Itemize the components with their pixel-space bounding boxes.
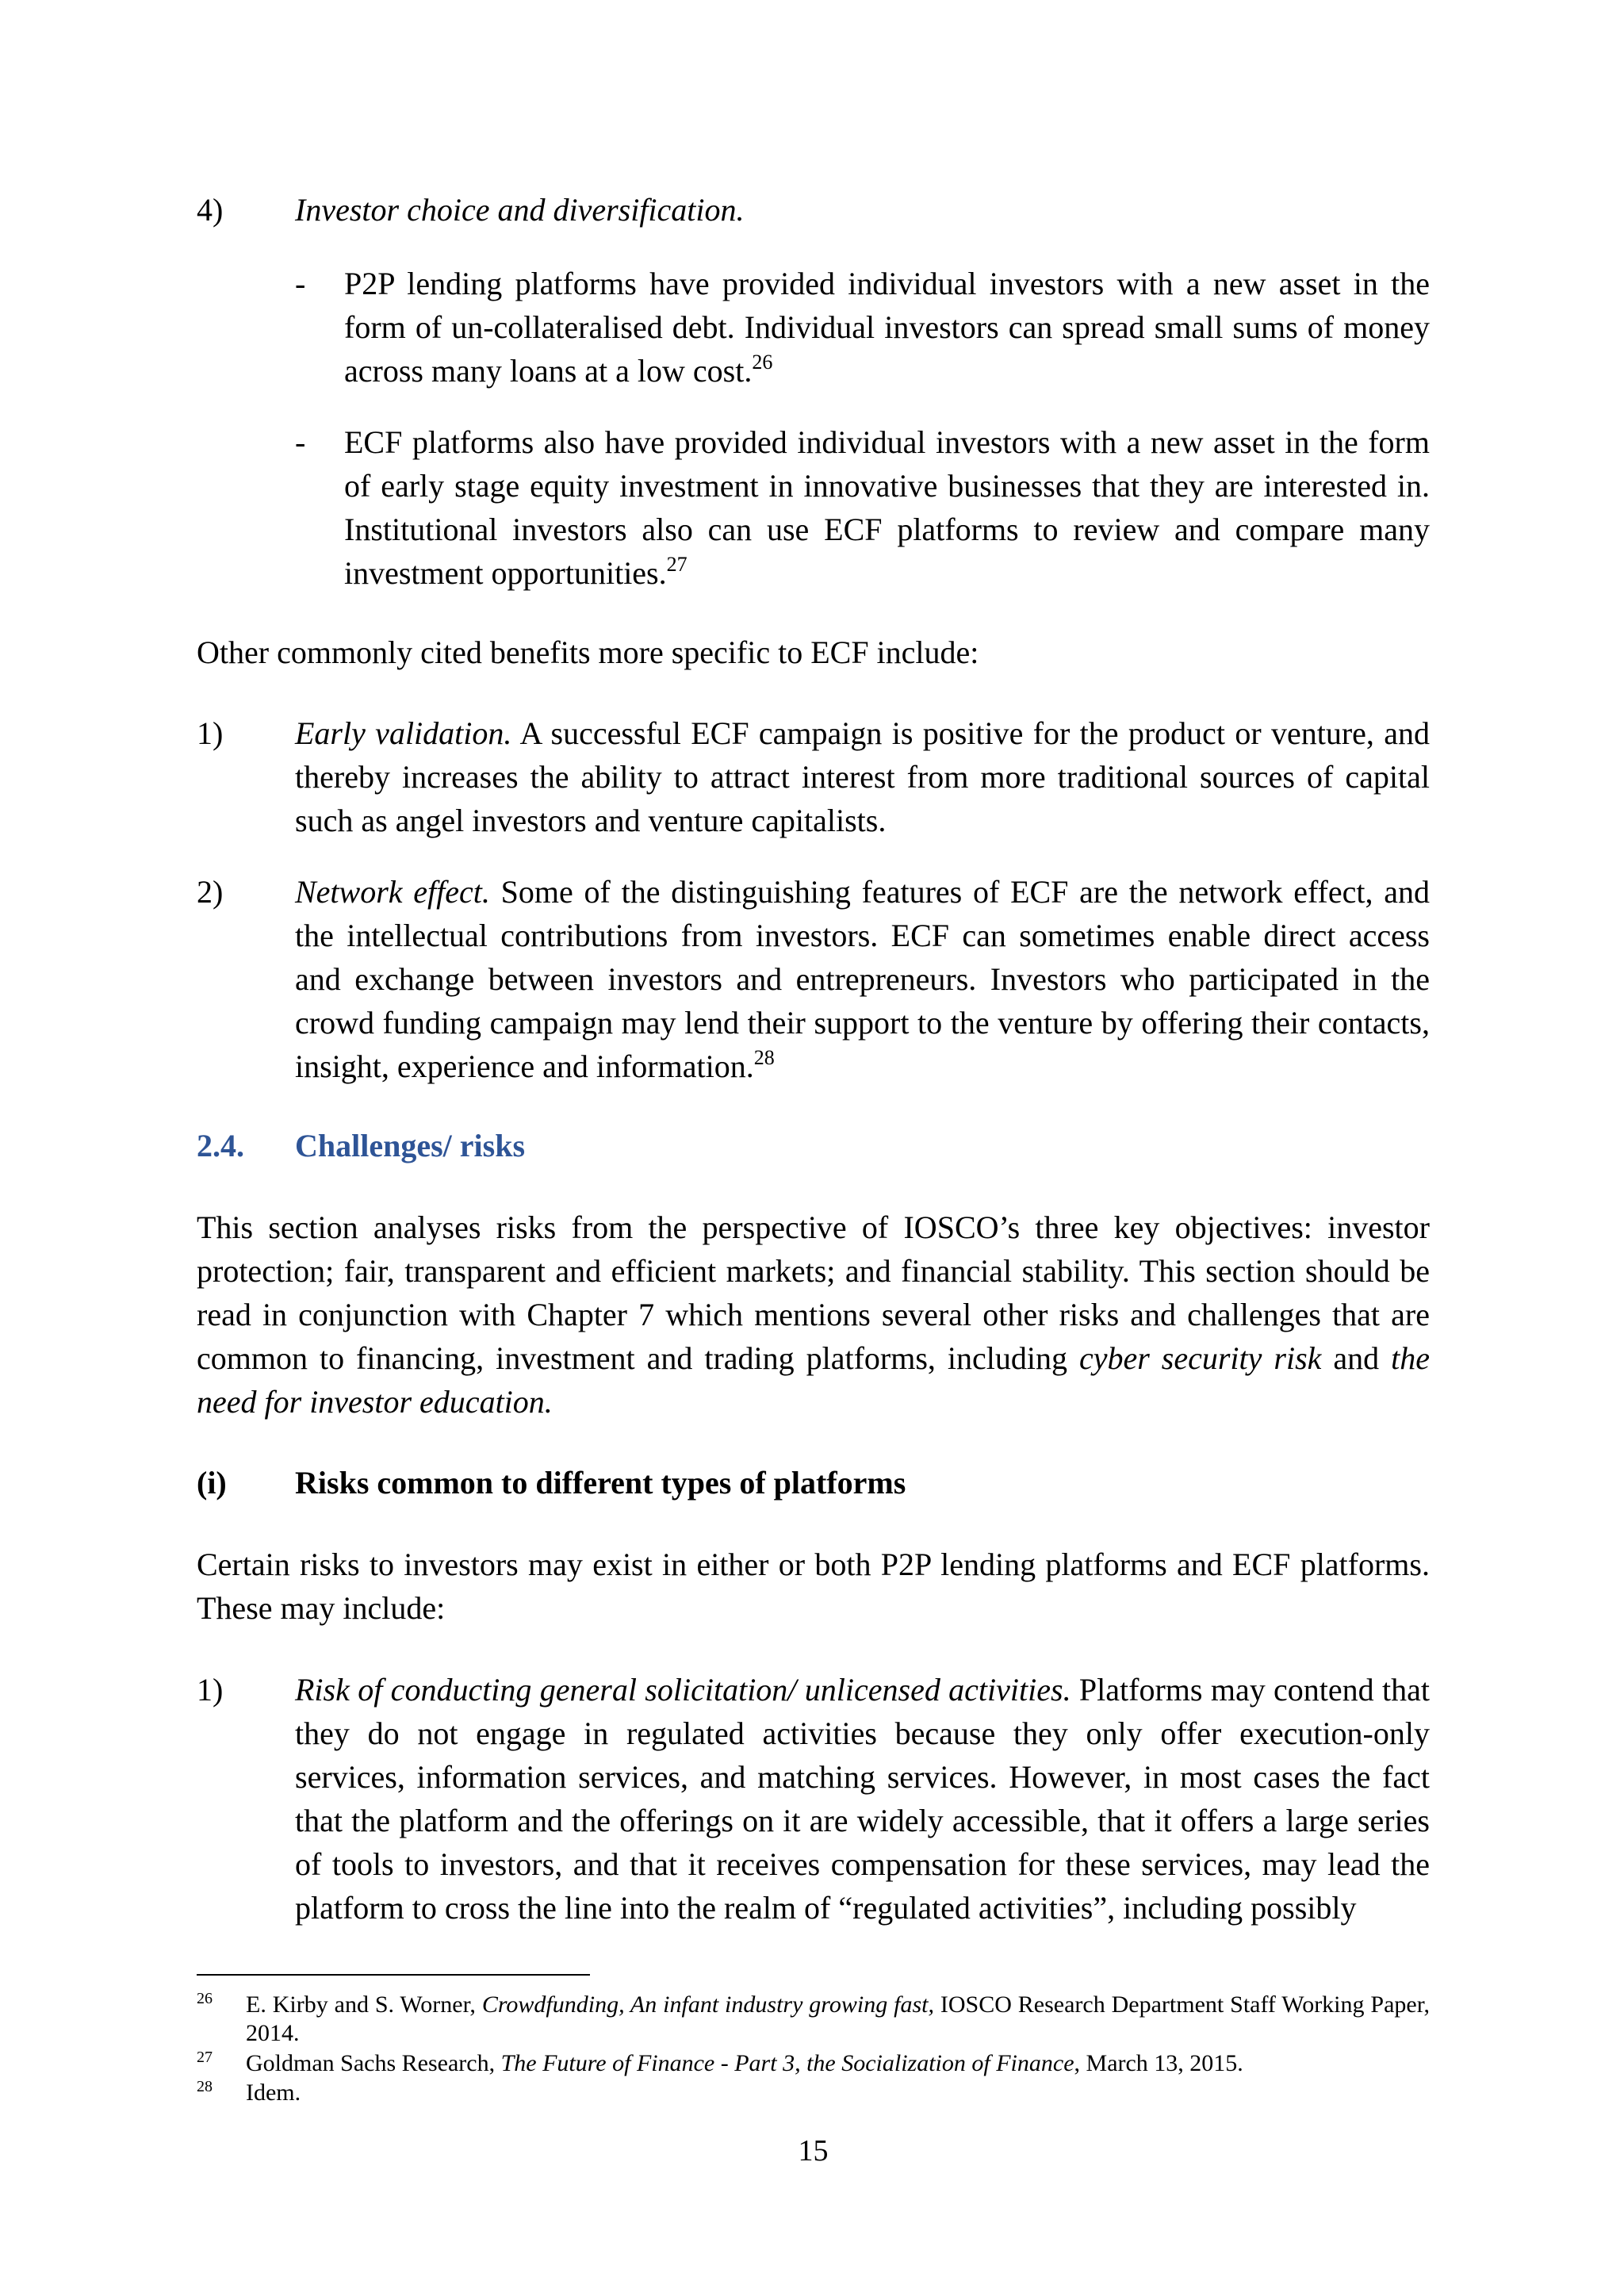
footnote-ref: 26 [752,350,773,374]
bullet-body: P2P lending platforms have provided individual investors with a new asset in the form of un-collateralised debt. Individual investors can spread small sums of money across many loans at a low cost. [344,266,1430,389]
risks-intro: Certain risks to investors may exist in either or both P2P lending platforms and ECF platforms. These may include: [197,1547,1430,1626]
section-paragraph [197,1205,1430,1424]
item-body [295,870,1430,1088]
dash-marker: - [295,266,306,301]
emphasis-cyber: cyber security risk [1078,1340,1322,1376]
footnote-text [246,1991,1430,2048]
section-number: 2.4. [197,1128,244,1163]
footnote-title: The Future of Finance - Part 3, the Socialization of Finance [500,2050,1074,2076]
footnote-post: IOSCO Research Department Staff Working Paper, 2014. [246,1991,1431,2046]
bullet-text [344,262,1430,393]
emphasis-education: the need for investor education. [197,1340,1430,1420]
footnote-separator [197,1974,590,1976]
item-title: Risk of conducting general solicitation/ unlicensed activities. [295,1672,1071,1708]
bullet-body: ECF platforms also have provided individual investors with a new asset in the form of early stage equity investment in innovative businesses that they are interested in. Institutional investors also can use ECF platforms to review and compare many investment opportunities. [344,424,1430,591]
item-text: Some of the distinguishing features of ECF are the network effect, and the intellectual contributions from investors. ECF can sometimes enable direct access and exchange between investors and entrepreneurs. Investors who participated in the crowd funding campaign may lend their support to the venture by offering their contacts, insight, experience and information. [295,874,1430,1084]
paragraph-text: This section analyses risks from the perspective of IOSCO’s three key objectives: investor protection; fair, transparent and efficient markets; and financial stability. This section should be read in conjunction with Chapter 7 which mentions several other risks and challenges that are common to financing, investment and trading platforms, including [197,1209,1430,1376]
footnote-pre: E. Kirby and S. Worner, [246,1991,482,2018]
footnote-text [246,2079,1430,2107]
section-title: Challenges/ risks [295,1128,526,1163]
item-body [295,1668,1430,1930]
item-text: Platforms may contend that they do not engage in regulated activities because they only offer execution-only services, information services, and matching services. However, in most cases the fact that the platform and the offerings on it are widely accessible, that it offers a large series of tools to investors, and that it receives compensation for these services, may lead the platform to cross the line into the realm of “regulated activities”, including possibly [295,1672,1430,1926]
item-number: 1) [197,1672,224,1708]
subsection-number: (i) [197,1465,227,1501]
bullet-text [344,420,1430,595]
item-number: 1) [197,715,224,751]
footnote-pre: Goldman Sachs Research, [246,2050,501,2076]
ecf-intro: Other commonly cited benefits more specific to ECF include: [197,634,979,670]
dash-marker: - [295,424,306,460]
footnote-number: 28 [197,2078,213,2095]
footnote-title: Crowdfunding, An infant industry growing fast, [481,1991,934,2018]
item-title: Investor choice and diversification. [295,192,745,228]
footnote-post: , March 13, 2015. [1074,2050,1243,2076]
item-body [295,711,1430,842]
subsection-title: Risks common to different types of platforms [295,1465,906,1501]
footnote-number: 27 [197,2049,213,2066]
item-number: 4) [197,192,224,228]
paragraph-join: and [1321,1340,1392,1376]
item-title: Network effect. [295,874,490,910]
footnote-number: 26 [197,1990,213,2007]
footnote-pre: Idem. [246,2079,301,2106]
footnote-text [246,2049,1430,2078]
item-number: 2) [197,874,224,910]
item-title: Early validation. [295,715,512,751]
item-text: A successful ECF campaign is positive for the product or venture, and thereby increases the ability to attract interest from more traditional sources of capital such as angel investors and venture capitalists. [295,715,1431,838]
footnote-ref: 28 [753,1045,775,1069]
footnote-ref: 27 [666,552,688,576]
page-number: 15 [798,2134,829,2168]
